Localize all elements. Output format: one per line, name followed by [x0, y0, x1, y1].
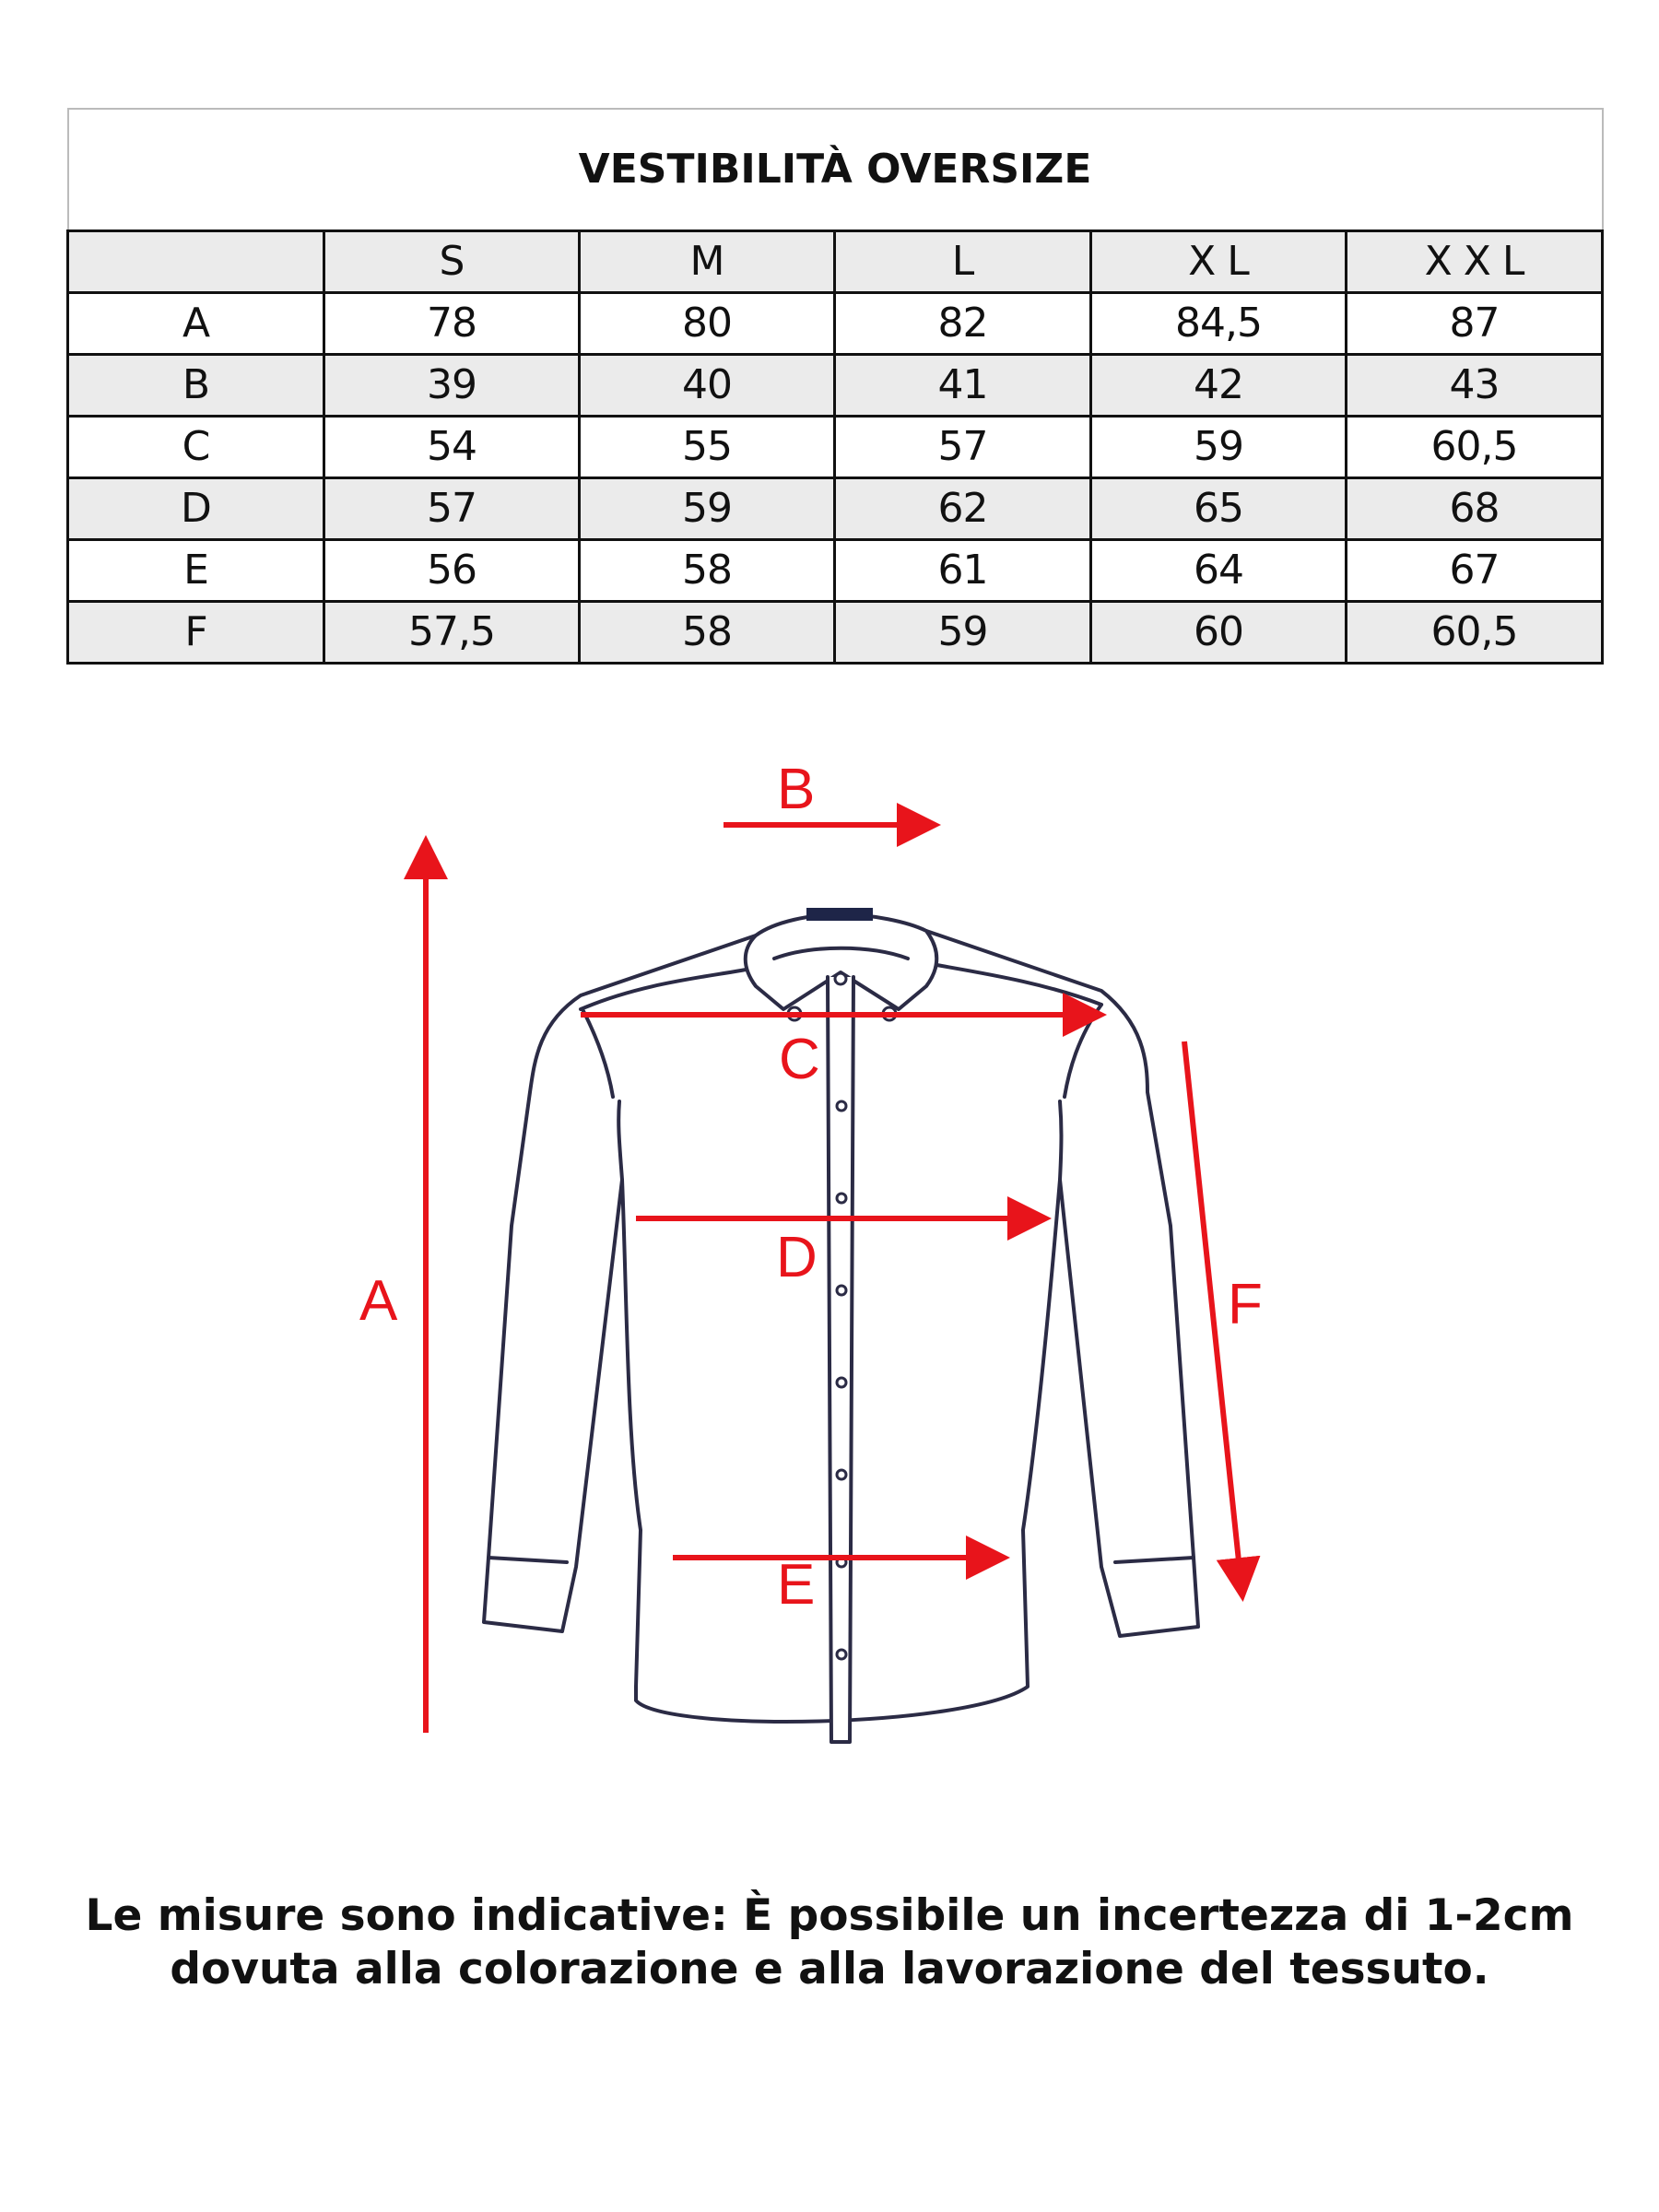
button-icon — [837, 1194, 846, 1203]
table-cell: 59 — [1091, 417, 1347, 478]
row-label: E — [68, 540, 324, 602]
table-cell: 67 — [1347, 540, 1603, 602]
table-cell: 39 — [324, 355, 580, 417]
row-label: D — [68, 478, 324, 540]
table-cell: 84,5 — [1091, 293, 1347, 355]
label-c: C — [779, 1028, 820, 1091]
size-header-l: L — [835, 231, 1091, 293]
shirt-outline — [484, 914, 1198, 1742]
table-cell: 40 — [580, 355, 835, 417]
table-cell: 54 — [324, 417, 580, 478]
table-row — [68, 602, 1603, 664]
table-cell: 60,5 — [1347, 602, 1603, 664]
shirt-side-seam-right — [1060, 1101, 1062, 1180]
table-cell: 43 — [1347, 355, 1603, 417]
table-cell: 80 — [580, 293, 835, 355]
table-cell: 58 — [580, 602, 835, 664]
disclaimer-line-2: dovuta alla colorazione e alla lavorazione del tessuto. — [170, 1944, 1489, 1994]
size-header-row — [68, 231, 1603, 293]
table-cell: 41 — [835, 355, 1091, 417]
table-cell: 56 — [324, 540, 580, 602]
table-cell: 42 — [1091, 355, 1347, 417]
size-header-xxl: X X L — [1347, 231, 1603, 293]
shirt-placket — [828, 977, 853, 1742]
disclaimer-note — [0, 1889, 1659, 1996]
table-cell: 57 — [324, 478, 580, 540]
label-e: E — [777, 1553, 816, 1617]
button-icon — [835, 973, 846, 984]
table-cell: 59 — [580, 478, 835, 540]
table-cell: 64 — [1091, 540, 1347, 602]
table-cell: 87 — [1347, 293, 1603, 355]
table-row — [68, 478, 1603, 540]
row-label: F — [68, 602, 324, 664]
row-label: B — [68, 355, 324, 417]
disclaimer-line-1: Le misure sono indicative: È possibile un incertezza di 1-2cm — [85, 1890, 1574, 1941]
size-header-m: M — [580, 231, 835, 293]
table-cell: 65 — [1091, 478, 1347, 540]
button-icon — [837, 1470, 846, 1479]
button-icon — [837, 1286, 846, 1295]
label-a: A — [359, 1269, 398, 1333]
size-header-xl: X L — [1091, 231, 1347, 293]
label-f: F — [1228, 1273, 1263, 1336]
table-row — [68, 417, 1603, 478]
table-cell: 55 — [580, 417, 835, 478]
table-row — [68, 540, 1603, 602]
table-cell: 82 — [835, 293, 1091, 355]
row-label: C — [68, 417, 324, 478]
label-d: D — [776, 1226, 818, 1289]
table-cell: 62 — [835, 478, 1091, 540]
table-row — [68, 355, 1603, 417]
table-cell: 60 — [1091, 602, 1347, 664]
table-row — [68, 293, 1603, 355]
table-cell: 68 — [1347, 478, 1603, 540]
table-cell: 57,5 — [324, 602, 580, 664]
collar-label-icon — [806, 908, 873, 921]
table-title-row — [68, 109, 1603, 231]
size-table — [66, 108, 1604, 665]
shirt-measurement-diagram — [0, 719, 1659, 1806]
button-icon — [837, 1378, 846, 1387]
table-cell: 57 — [835, 417, 1091, 478]
button-icon — [837, 1650, 846, 1659]
size-header-s: S — [324, 231, 580, 293]
table-cell: 60,5 — [1347, 417, 1603, 478]
table-cell: 59 — [835, 602, 1091, 664]
row-label: A — [68, 293, 324, 355]
table-cell: 58 — [580, 540, 835, 602]
table-cell: 61 — [835, 540, 1091, 602]
table-title: VESTIBILITÀ OVERSIZE — [68, 109, 1603, 231]
button-icon — [837, 1101, 846, 1111]
label-b: B — [777, 758, 816, 821]
header-corner-cell — [68, 231, 324, 293]
table-cell: 78 — [324, 293, 580, 355]
